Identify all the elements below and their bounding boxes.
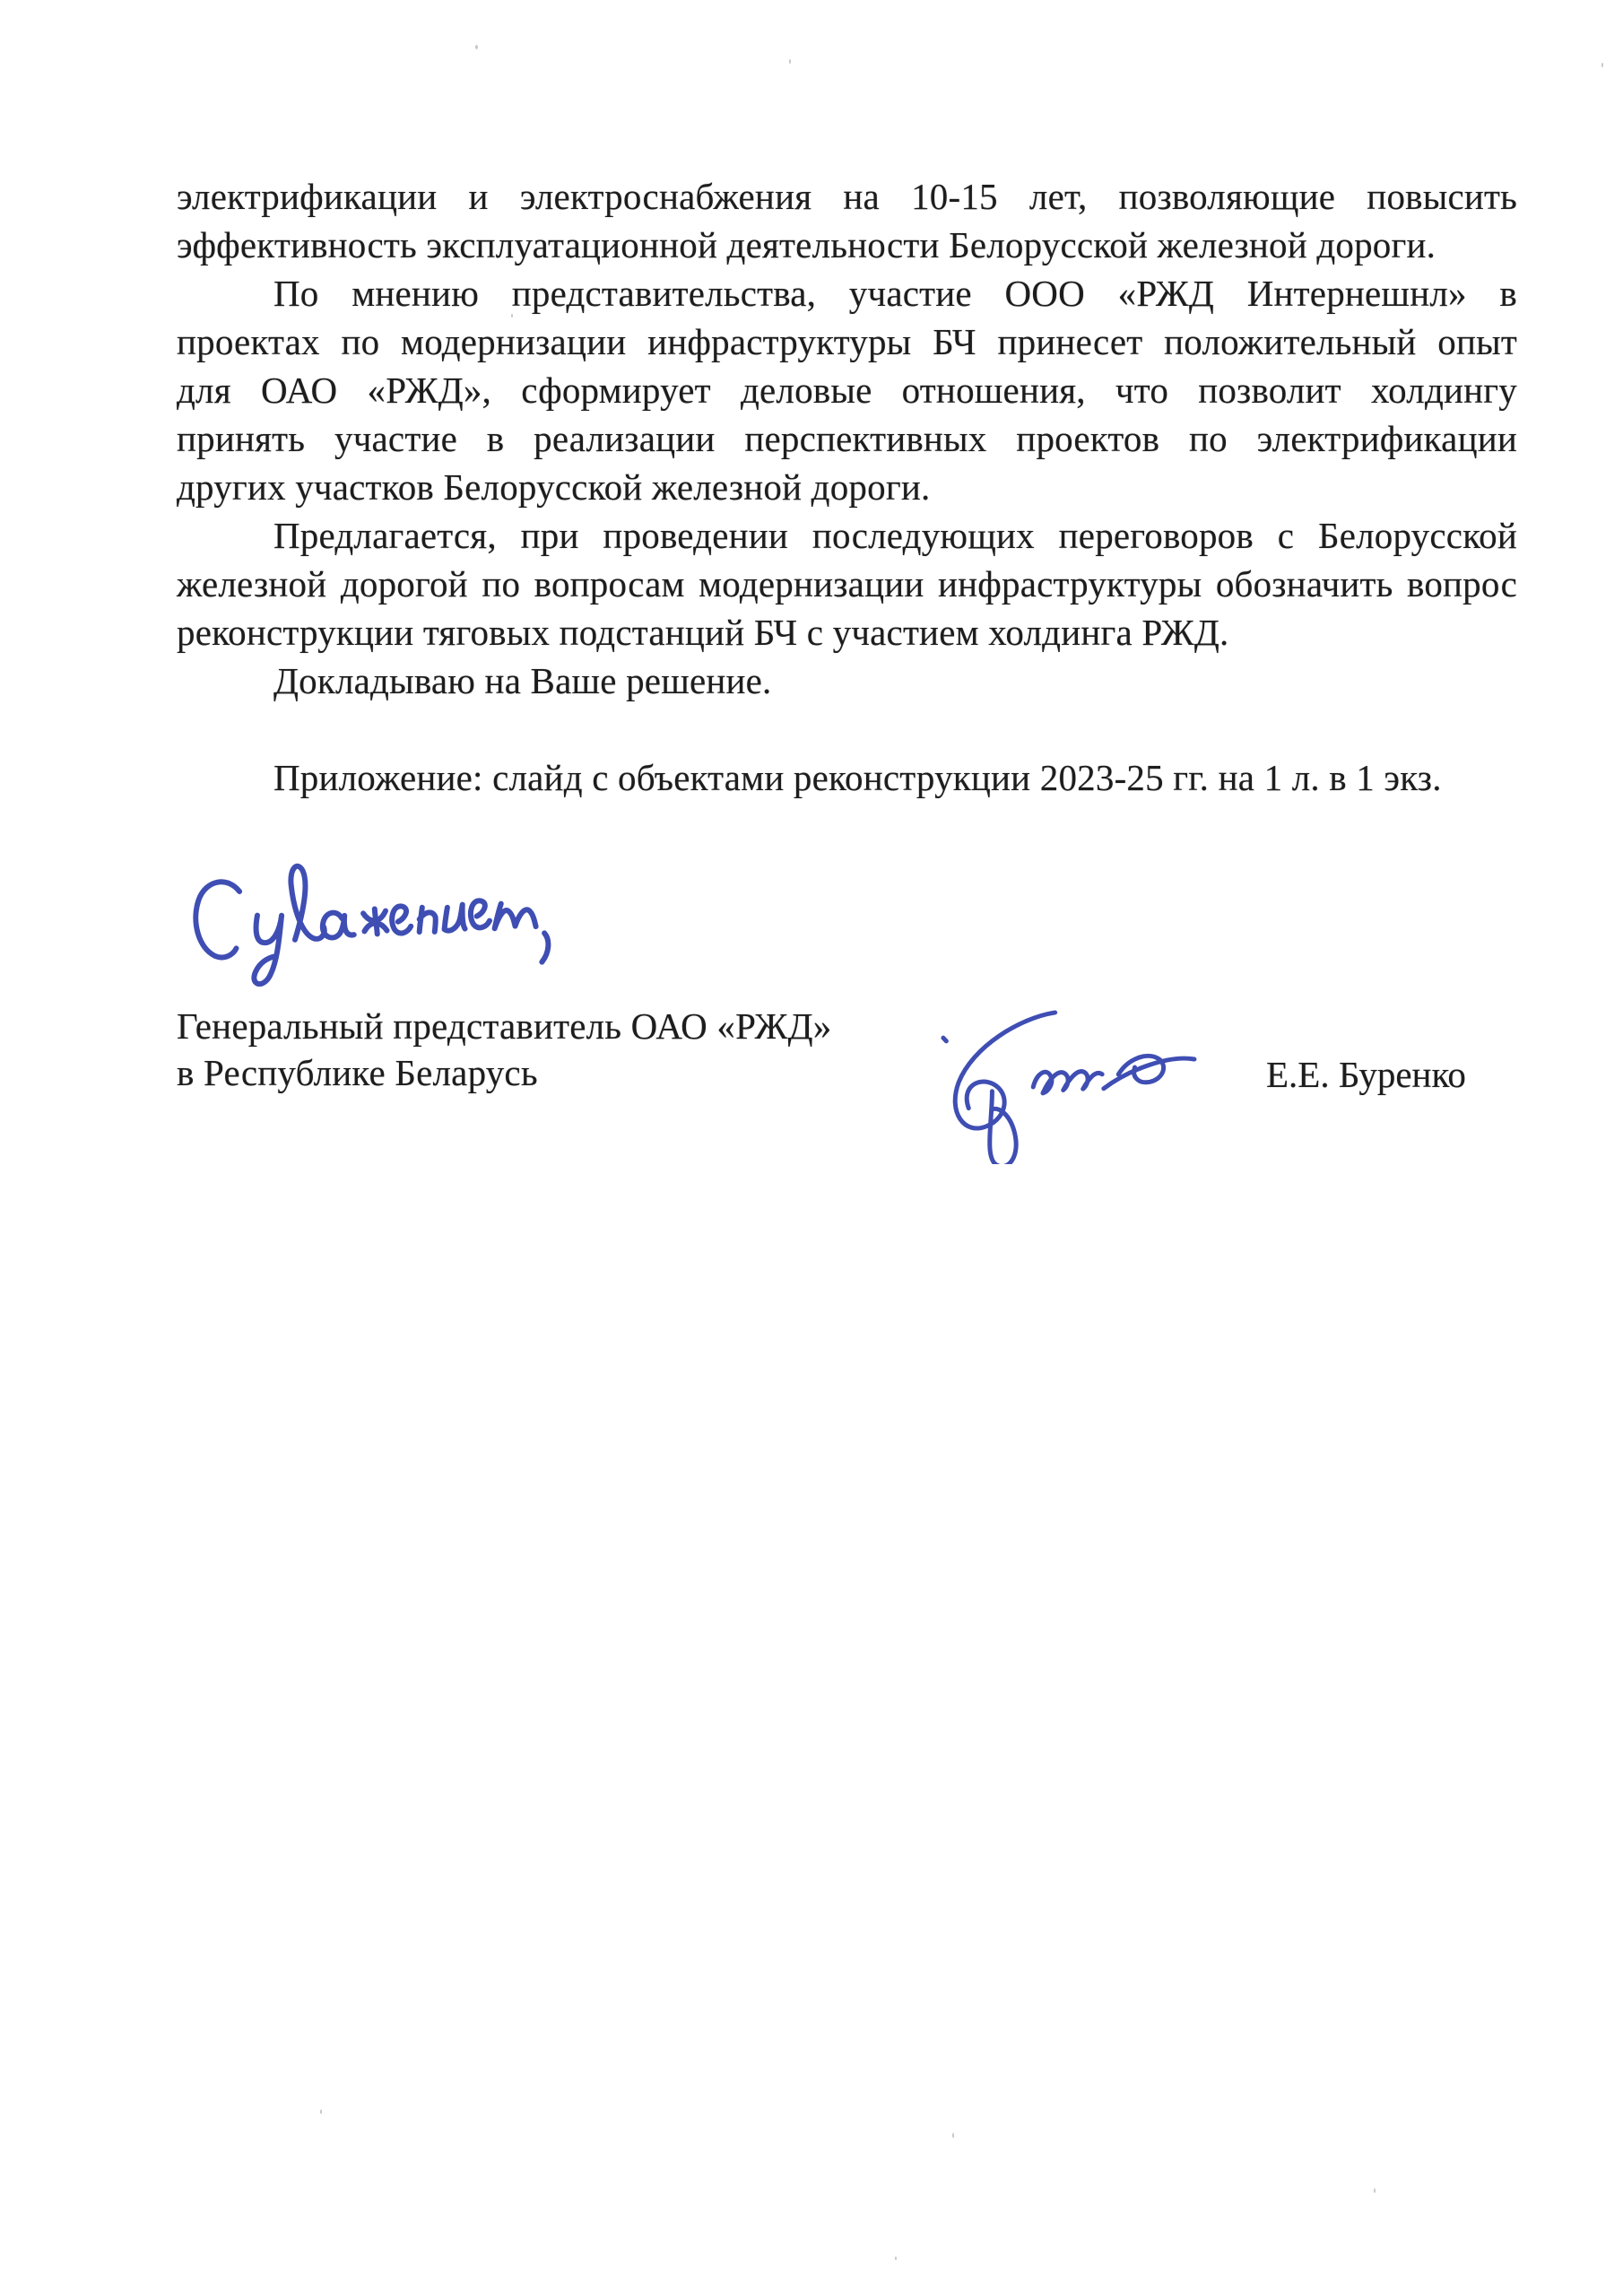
scan-speck (475, 45, 478, 49)
body-line: железной дорогой по вопросам модернизации инфраструктуры обозначить вопрос (177, 563, 1517, 604)
body-line: эффективность эксплуатационной деятельности Белорусской железной дороги. (177, 224, 1436, 265)
body-line: проектах по модернизации инфраструктуры БЧ принесет положительный опыт (177, 321, 1517, 362)
scan-speck (895, 2257, 897, 2260)
scan-speck (511, 314, 513, 317)
handwritten-salutation-strokes (188, 843, 610, 987)
scan-speck (789, 59, 791, 64)
blank-line (177, 705, 1517, 753)
body-line: По мнению представительства, участие ООО «РЖД Интернешнл» в (273, 273, 1517, 314)
body-line: Предлагается, при проведении последующих переговоров с Белорусской (273, 515, 1517, 556)
scan-speck (1601, 63, 1603, 67)
scan-speck (952, 2133, 954, 2138)
scan-speck (320, 2109, 322, 2114)
body-line: для ОАО «РЖД», сформирует деловые отношения, что позволит холдингу (177, 370, 1517, 411)
body-text-block (177, 172, 1517, 802)
body-line: принять участие в реализации перспективных проектов по электрификации (177, 418, 1517, 459)
signer-position-line1: Генеральный представитель ОАО «РЖД» (177, 1005, 832, 1047)
signer-name: Е.Е. Буренко (1266, 1054, 1466, 1095)
body-line: электрификации и электроснабжения на 10-15 лет, позволяющие повысить (177, 176, 1517, 217)
body-line: Докладываю на Ваше решение. (273, 660, 772, 701)
attachment-line: Приложение: слайд с объектами реконструкции 2023-25 гг. на 1 л. в 1 экз. (273, 757, 1442, 798)
body-line: других участков Белорусской железной дороги. (177, 466, 931, 508)
signer-position-line2: в Республике Беларусь (177, 1052, 538, 1093)
scan-speck (1374, 2188, 1376, 2193)
handwritten-signature (834, 994, 1211, 1164)
body-line: реконструкции тяговых подстанций БЧ с участием холдинга РЖД. (177, 612, 1229, 653)
